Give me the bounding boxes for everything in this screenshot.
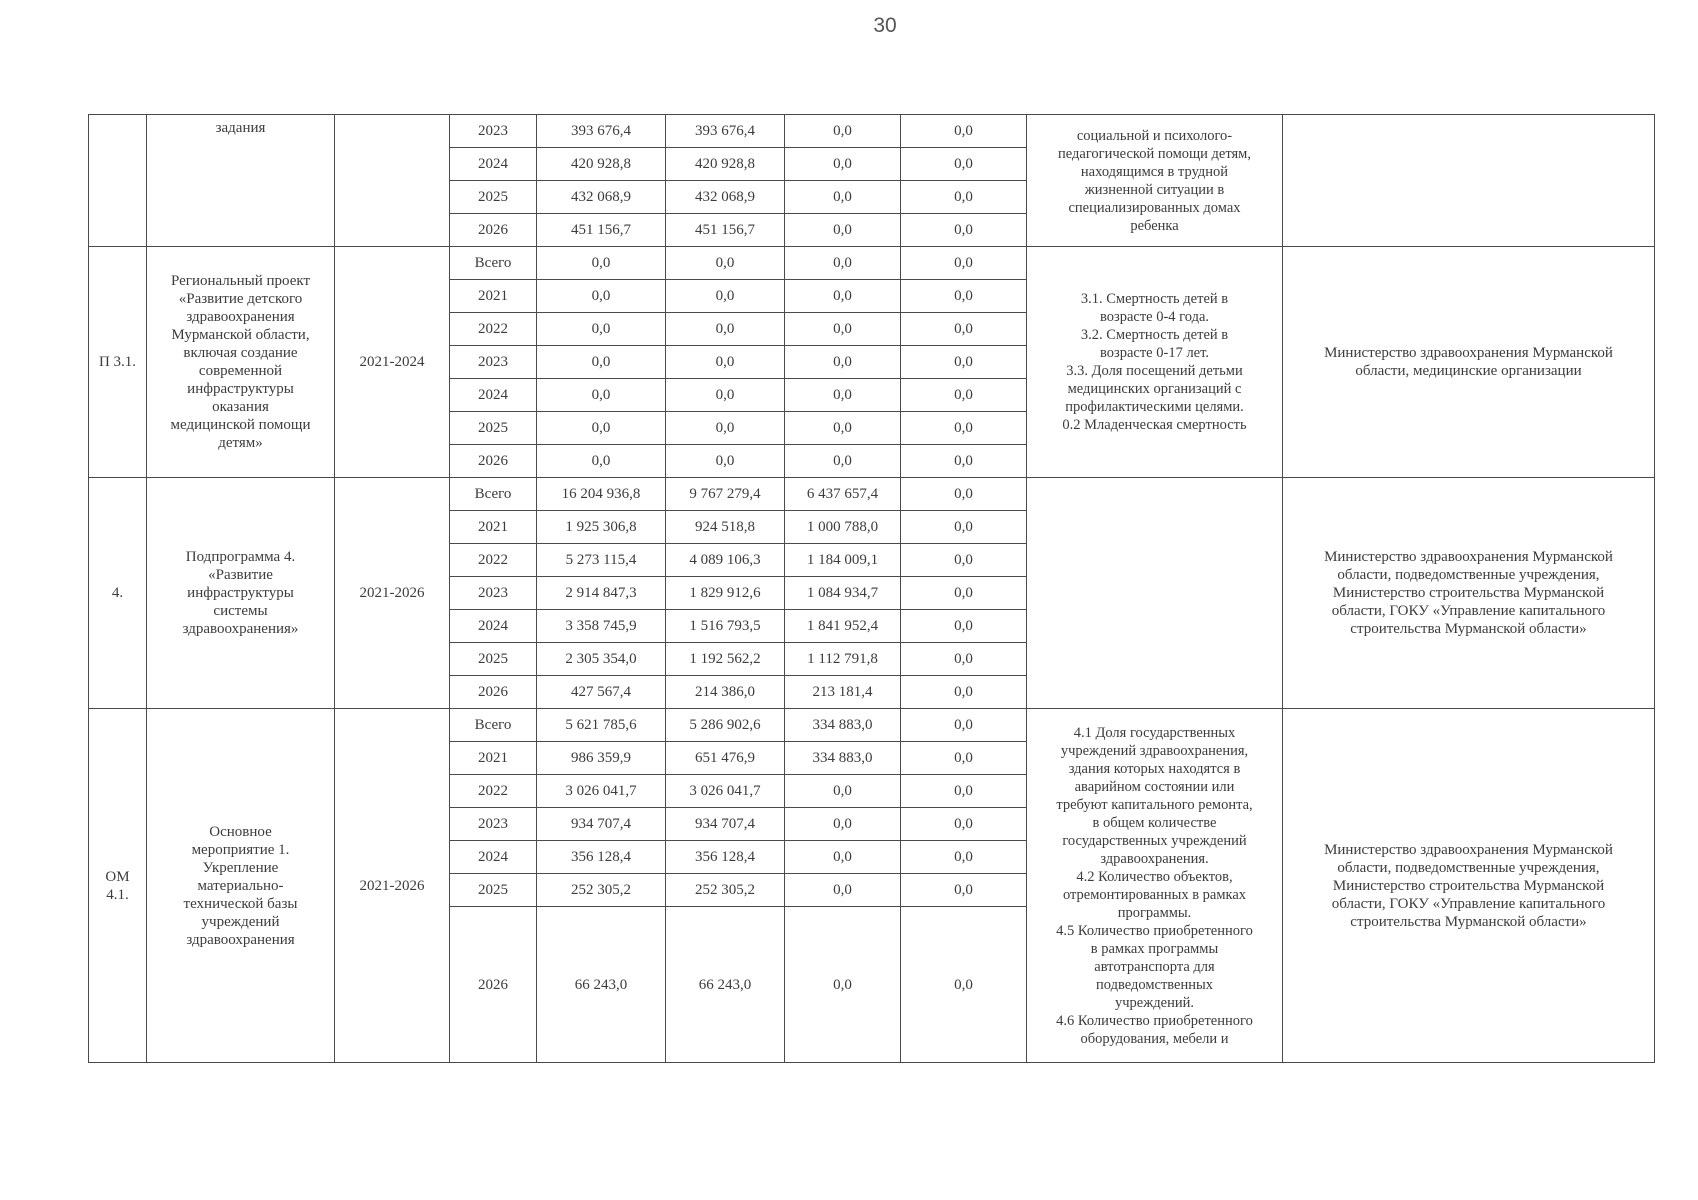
total-cell: 0,0 [537, 445, 666, 478]
other-sources-cell: 0,0 [901, 115, 1027, 148]
total-cell: 66 243,0 [537, 907, 666, 1063]
federal-budget-cell: 1 112 791,8 [785, 643, 901, 676]
regional-budget-cell: 1 829 912,6 [666, 577, 785, 610]
year-cell: Всего [450, 709, 537, 742]
indicators-cell-line: здания которых находятся в [1068, 760, 1241, 777]
period-cell: 2021-2026 [335, 709, 450, 1063]
indicators-cell-line: государственных учреждений [1062, 832, 1247, 849]
year-cell: 2026 [450, 214, 537, 247]
name-cell-line: учреждений [201, 913, 280, 930]
other-sources-cell: 0,0 [901, 181, 1027, 214]
year-cell: 2022 [450, 775, 537, 808]
other-sources-cell: 0,0 [901, 808, 1027, 841]
federal-budget-cell: 1 084 934,7 [785, 577, 901, 610]
total-cell: 432 068,9 [537, 181, 666, 214]
total-cell: 3 026 041,7 [537, 775, 666, 808]
regional-budget-cell: 432 068,9 [666, 181, 785, 214]
regional-budget-cell: 451 156,7 [666, 214, 785, 247]
total-cell: 356 128,4 [537, 841, 666, 874]
executors-cell [1283, 709, 1655, 1063]
indicators-cell-line: жизненной ситуации в [1084, 181, 1225, 198]
indicators-cell-line: 0.2 Младенческая смертность [1062, 417, 1247, 433]
other-sources-cell: 0,0 [901, 676, 1027, 709]
indicators-cell-line: отремонтированных в рамках [1062, 886, 1247, 903]
other-sources-cell: 0,0 [901, 148, 1027, 181]
regional-budget-cell: 651 476,9 [666, 742, 785, 775]
executors-cell-line: области, подведомственные учреждения, [1337, 567, 1600, 583]
federal-budget-cell: 0,0 [785, 214, 901, 247]
page-number: 30 [873, 14, 897, 37]
other-sources-cell: 0,0 [901, 775, 1027, 808]
table-row [89, 115, 1655, 148]
name-cell-line: материально- [197, 877, 284, 894]
name-cell-line: здравоохранения [186, 931, 295, 948]
total-cell: 3 358 745,9 [537, 610, 666, 643]
name-cell-line: инфраструктуры [187, 585, 294, 601]
table-row [89, 247, 1655, 280]
other-sources-cell: 0,0 [901, 907, 1027, 1063]
federal-budget-cell: 0,0 [785, 115, 901, 148]
year-cell: 2022 [450, 313, 537, 346]
total-cell: 5 621 785,6 [537, 709, 666, 742]
code-cell: ОМ 4.1. [89, 709, 147, 1063]
year-cell: 2021 [450, 742, 537, 775]
indicators-cell-line: 4.5 Количество приобретенного [1056, 922, 1253, 939]
year-cell: Всего [450, 478, 537, 511]
regional-budget-cell: 0,0 [666, 313, 785, 346]
federal-budget-cell: 1 000 788,0 [785, 511, 901, 544]
name-cell [147, 247, 335, 478]
indicators-cell-line: социальной и психолого- [1076, 127, 1233, 144]
name-cell-line: оказания [212, 399, 269, 415]
name-cell-line: Основное [209, 823, 272, 840]
regional-budget-cell: 1 192 562,2 [666, 643, 785, 676]
executors-cell-line: строительства Мурманской области» [1350, 621, 1587, 637]
name-cell-line: детям» [218, 435, 263, 451]
indicators-cell-line: 4.6 Количество приобретенного [1056, 1012, 1253, 1029]
indicators-cell [1027, 709, 1283, 1063]
federal-budget-cell: 334 883,0 [785, 709, 901, 742]
indicators-cell-line: 3.1. Смертность детей в [1080, 291, 1229, 307]
indicators-cell-line: подведомственных [1096, 976, 1213, 993]
federal-budget-cell: 0,0 [785, 148, 901, 181]
federal-budget-cell: 0,0 [785, 313, 901, 346]
program-table [88, 114, 1655, 1063]
executors-cell-line: Министерство строительства Мурманской [1332, 877, 1605, 894]
total-cell: 1 925 306,8 [537, 511, 666, 544]
indicators-cell-line: 4.1 Доля государственных [1073, 724, 1236, 741]
total-cell: 0,0 [537, 346, 666, 379]
name-cell-line: здравоохранения» [182, 621, 299, 637]
regional-budget-cell: 420 928,8 [666, 148, 785, 181]
indicators-cell [1027, 247, 1283, 478]
regional-budget-cell: 3 026 041,7 [666, 775, 785, 808]
other-sources-cell: 0,0 [901, 478, 1027, 511]
other-sources-cell: 0,0 [901, 412, 1027, 445]
year-cell: 2024 [450, 379, 537, 412]
total-cell: 934 707,4 [537, 808, 666, 841]
total-cell: 252 305,2 [537, 874, 666, 907]
executors-cell-line: Министерство здравоохранения Мурманской [1324, 841, 1613, 858]
regional-budget-cell: 356 128,4 [666, 841, 785, 874]
total-cell: 16 204 936,8 [537, 478, 666, 511]
year-cell: 2026 [450, 676, 537, 709]
name-cell [147, 709, 335, 1063]
federal-budget-cell: 334 883,0 [785, 742, 901, 775]
total-cell: 393 676,4 [537, 115, 666, 148]
total-cell: 0,0 [537, 280, 666, 313]
regional-budget-cell: 393 676,4 [666, 115, 785, 148]
indicators-cell-line: 4.2 Количество объектов, [1076, 868, 1233, 885]
period-cell: 2021-2026 [335, 478, 450, 709]
federal-budget-cell: 1 184 009,1 [785, 544, 901, 577]
other-sources-cell: 0,0 [901, 643, 1027, 676]
other-sources-cell: 0,0 [901, 445, 1027, 478]
federal-budget-cell: 0,0 [785, 412, 901, 445]
other-sources-cell: 0,0 [901, 610, 1027, 643]
federal-budget-cell: 0,0 [785, 280, 901, 313]
total-cell: 2 914 847,3 [537, 577, 666, 610]
executors-cell-line: области, ГОКУ «Управление капитального [1331, 895, 1606, 912]
year-cell: 2023 [450, 346, 537, 379]
name-cell-line: Мурманской области, [171, 327, 310, 343]
code-cell [89, 115, 147, 247]
executors-cell [1283, 478, 1655, 709]
other-sources-cell: 0,0 [901, 247, 1027, 280]
indicators-cell-line: программы. [1117, 904, 1192, 921]
indicators-cell [1027, 478, 1283, 709]
total-cell: 420 928,8 [537, 148, 666, 181]
regional-budget-cell: 0,0 [666, 280, 785, 313]
indicators-cell-line: автотранспорта для [1094, 958, 1215, 975]
name-cell-line: инфраструктуры [187, 381, 294, 397]
regional-budget-cell: 0,0 [666, 412, 785, 445]
code-cell: П 3.1. [89, 247, 147, 478]
total-cell: 451 156,7 [537, 214, 666, 247]
total-cell: 0,0 [537, 379, 666, 412]
regional-budget-cell: 214 386,0 [666, 676, 785, 709]
name-cell [147, 478, 335, 709]
name-cell-line: медицинской помощи [170, 417, 311, 433]
name-cell-line: современной [198, 363, 283, 379]
year-cell: 2024 [450, 148, 537, 181]
regional-budget-cell: 934 707,4 [666, 808, 785, 841]
federal-budget-cell: 0,0 [785, 346, 901, 379]
federal-budget-cell: 0,0 [785, 445, 901, 478]
other-sources-cell: 0,0 [901, 841, 1027, 874]
regional-budget-cell: 0,0 [666, 445, 785, 478]
other-sources-cell: 0,0 [901, 280, 1027, 313]
indicators-cell-line: возрасте 0-17 лет. [1100, 345, 1209, 361]
regional-budget-cell: 4 089 106,3 [666, 544, 785, 577]
regional-budget-cell: 5 286 902,6 [666, 709, 785, 742]
total-cell: 0,0 [537, 412, 666, 445]
other-sources-cell: 0,0 [901, 511, 1027, 544]
indicators-cell-line: специализированных домах [1068, 199, 1241, 216]
year-cell: 2025 [450, 874, 537, 907]
executors-cell-line: области, подведомственные учреждения, [1337, 859, 1600, 876]
indicators-cell-line: учреждений. [1115, 994, 1194, 1011]
regional-budget-cell: 924 518,8 [666, 511, 785, 544]
other-sources-cell: 0,0 [901, 346, 1027, 379]
other-sources-cell: 0,0 [901, 379, 1027, 412]
federal-budget-cell: 0,0 [785, 247, 901, 280]
federal-budget-cell: 0,0 [785, 808, 901, 841]
table-row [89, 709, 1655, 742]
total-cell: 0,0 [537, 313, 666, 346]
executors-cell [1283, 247, 1655, 478]
total-cell: 5 273 115,4 [537, 544, 666, 577]
indicators-cell-line: медицинских организаций с [1067, 381, 1242, 397]
period-cell: 2021-2024 [335, 247, 450, 478]
year-cell: 2025 [450, 181, 537, 214]
other-sources-cell: 0,0 [901, 214, 1027, 247]
federal-budget-cell: 0,0 [785, 379, 901, 412]
table-row [89, 478, 1655, 511]
federal-budget-cell: 6 437 657,4 [785, 478, 901, 511]
name-cell-line: мероприятие 1. [191, 841, 290, 858]
other-sources-cell: 0,0 [901, 709, 1027, 742]
year-cell: 2026 [450, 907, 537, 1063]
federal-budget-cell: 0,0 [785, 181, 901, 214]
executors-cell-line: области, медицинские организации [1355, 363, 1582, 379]
year-cell: 2024 [450, 610, 537, 643]
year-cell: 2021 [450, 511, 537, 544]
name-cell-line: Укрепление [202, 859, 279, 876]
total-cell: 0,0 [537, 247, 666, 280]
indicators-cell-line: 3.3. Доля посещений детьми [1066, 363, 1243, 379]
executors-cell-line: области, ГОКУ «Управление капитального [1331, 603, 1606, 619]
regional-budget-cell: 1 516 793,5 [666, 610, 785, 643]
indicators-cell-line: в рамках программы [1090, 940, 1219, 957]
executors-cell-line: Министерство здравоохранения Мурманской [1324, 549, 1613, 565]
regional-budget-cell: 252 305,2 [666, 874, 785, 907]
name-cell-line: включая создание [183, 345, 298, 361]
federal-budget-cell: 1 841 952,4 [785, 610, 901, 643]
name-cell-line: Подпрограмма 4. [185, 549, 296, 565]
year-cell: 2023 [450, 115, 537, 148]
regional-budget-cell: 9 767 279,4 [666, 478, 785, 511]
executors-cell-line: Министерство строительства Мурманской [1332, 585, 1605, 601]
federal-budget-cell: 0,0 [785, 874, 901, 907]
executors-cell-line: строительства Мурманской области» [1350, 913, 1587, 930]
indicators-cell-line: здравоохранения. [1100, 850, 1209, 867]
year-cell: 2025 [450, 412, 537, 445]
federal-budget-cell: 0,0 [785, 775, 901, 808]
year-cell: 2023 [450, 577, 537, 610]
regional-budget-cell: 0,0 [666, 247, 785, 280]
year-cell: 2024 [450, 841, 537, 874]
name-cell-line: «Развитие [208, 567, 273, 583]
indicators-cell-line: требуют капитального ремонта, [1056, 796, 1253, 813]
year-cell: 2026 [450, 445, 537, 478]
year-cell: 2022 [450, 544, 537, 577]
executors-cell [1283, 115, 1655, 247]
name-cell: задания [147, 115, 335, 247]
name-cell-line: здравоохранения [186, 309, 295, 325]
regional-budget-cell: 0,0 [666, 379, 785, 412]
other-sources-cell: 0,0 [901, 577, 1027, 610]
period-cell [335, 115, 450, 247]
other-sources-cell: 0,0 [901, 313, 1027, 346]
indicators-cell-line: возрасте 0-4 года. [1099, 309, 1210, 325]
indicators-cell-line: педагогической помощи детям, [1058, 145, 1251, 162]
indicators-cell-line: оборудования, мебели и [1080, 1030, 1229, 1047]
indicators-cell-line: находящимся в трудной [1080, 163, 1229, 180]
indicators-cell-line: ребенка [1130, 217, 1179, 234]
federal-budget-cell: 213 181,4 [785, 676, 901, 709]
other-sources-cell: 0,0 [901, 544, 1027, 577]
indicators-cell-line: в общем количестве [1092, 814, 1217, 831]
indicators-cell-line: учреждений здравоохранения, [1060, 742, 1249, 759]
name-cell-line: технической базы [183, 895, 298, 912]
year-cell: 2021 [450, 280, 537, 313]
table-body [89, 115, 1655, 1063]
total-cell: 427 567,4 [537, 676, 666, 709]
indicators-cell-line: аварийном состоянии или [1074, 778, 1235, 795]
indicators-cell [1027, 115, 1283, 247]
name-cell-line: системы [213, 603, 268, 619]
code-cell: 4. [89, 478, 147, 709]
indicators-cell-line: профилактическими целями. [1065, 399, 1244, 415]
name-cell-line: Региональный проект [170, 273, 311, 289]
total-cell: 986 359,9 [537, 742, 666, 775]
other-sources-cell: 0,0 [901, 874, 1027, 907]
total-cell: 2 305 354,0 [537, 643, 666, 676]
federal-budget-cell: 0,0 [785, 841, 901, 874]
indicators-cell-line: 3.2. Смертность детей в [1080, 327, 1229, 343]
regional-budget-cell: 66 243,0 [666, 907, 785, 1063]
other-sources-cell: 0,0 [901, 742, 1027, 775]
year-cell: Всего [450, 247, 537, 280]
year-cell: 2025 [450, 643, 537, 676]
executors-cell-line: Министерство здравоохранения Мурманской [1324, 345, 1613, 361]
federal-budget-cell: 0,0 [785, 907, 901, 1063]
regional-budget-cell: 0,0 [666, 346, 785, 379]
name-cell-line: «Развитие детского [178, 291, 303, 307]
year-cell: 2023 [450, 808, 537, 841]
